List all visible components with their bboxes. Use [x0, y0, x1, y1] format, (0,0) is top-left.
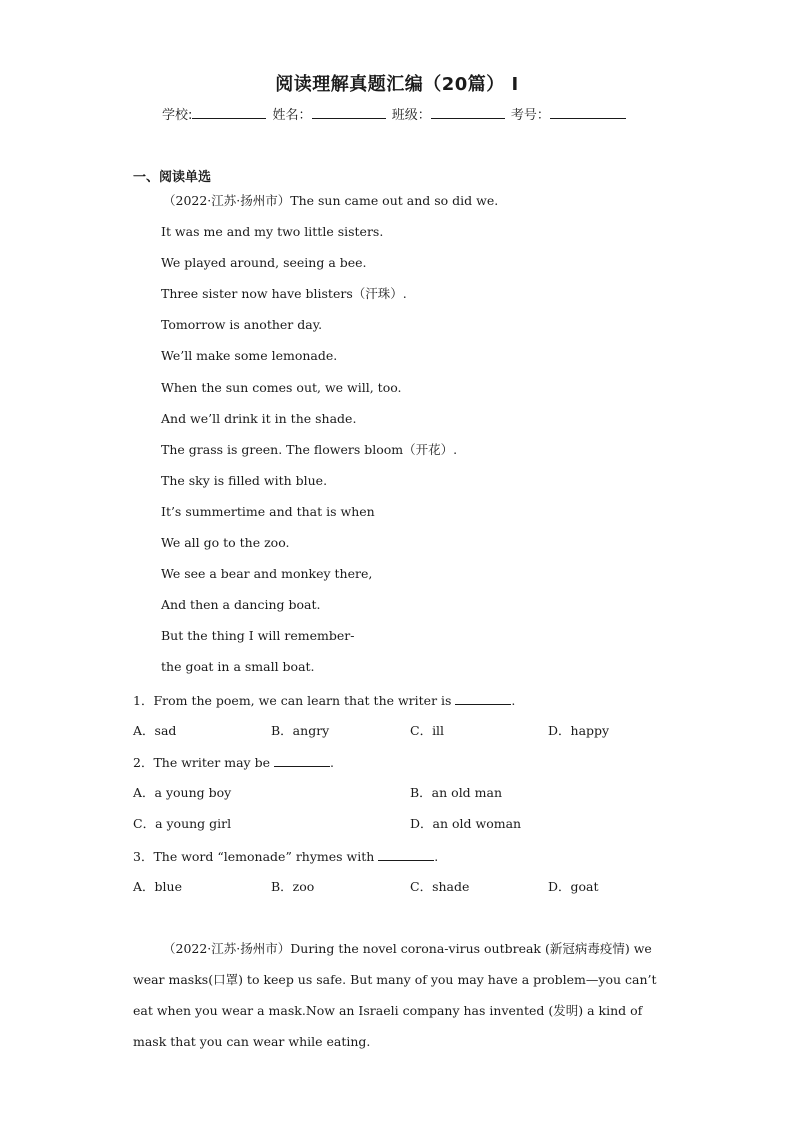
- passage-2-text: （2022·江苏·扬州市）During the novel corona-virus outbreak (新冠病毒疫情) we wear masks(口罩) to keep us safe. But many of you may have a problem—you can’t eat when you wear a mask.Now an Israeli company has invented (发明) a kind of mask that you can wear while eating.: [133, 941, 657, 1049]
- name-label: 姓名：: [272, 108, 312, 123]
- answer-option[interactable]: A．a young boy: [133, 785, 232, 801]
- answer-blank[interactable]: [455, 692, 511, 705]
- poem-line: the goat in a small boat.: [161, 659, 315, 675]
- question-end: .: [511, 693, 516, 708]
- poem-line: We’ll make some lemonade.: [161, 348, 338, 364]
- answer-option[interactable]: A．blue: [133, 878, 182, 894]
- poem-line: When the sun comes out, we will, too.: [161, 379, 402, 395]
- page-title: 阅读理解真题汇编（20篇） I: [275, 74, 519, 95]
- school-blank[interactable]: [192, 106, 266, 119]
- poem-line: The grass is green. The flowers bloom（开花）.: [161, 441, 458, 457]
- answer-blank[interactable]: [274, 754, 330, 767]
- poem-line: And we’ll drink it in the shade.: [161, 410, 357, 426]
- class-blank[interactable]: [431, 106, 505, 119]
- answer-option[interactable]: C．ill: [410, 723, 445, 739]
- passage-source-line: （2022·江苏·扬州市）The sun came out and so did we.: [163, 193, 499, 208]
- section-title: 一、阅读单选: [133, 170, 212, 185]
- poem-line: But the thing I will remember-: [161, 628, 355, 644]
- answer-option[interactable]: A．sad: [133, 723, 177, 739]
- question-text: 1．From the poem, we can learn that the writer is: [133, 693, 456, 708]
- poem-line: We all go to the zoo.: [161, 535, 290, 550]
- poem-line: The sky is filled with blue.: [161, 472, 328, 488]
- answer-option[interactable]: D．happy: [548, 723, 610, 739]
- answer-option[interactable]: B．an old man: [410, 785, 503, 801]
- poem-line: We played around, seeing a bee.: [161, 255, 367, 271]
- school-label: 学校:: [162, 108, 193, 123]
- student-info-line: [162, 104, 628, 123]
- answer-option[interactable]: D．an old woman: [410, 816, 522, 832]
- poem-line: We see a bear and monkey there,: [161, 566, 373, 582]
- name-blank[interactable]: [312, 106, 386, 119]
- question-stem: [133, 848, 438, 865]
- poem-line: It was me and my two little sisters.: [161, 224, 384, 239]
- exam-number-label: 考号：: [510, 108, 550, 123]
- question-stem: [133, 692, 515, 709]
- answer-blank[interactable]: [378, 848, 434, 861]
- question-end: .: [434, 848, 439, 864]
- exam-number-blank[interactable]: [550, 106, 626, 119]
- answer-option[interactable]: B．angry: [271, 723, 330, 739]
- question-text: 2．The writer may be: [133, 755, 274, 771]
- class-label: 班级：: [391, 108, 431, 123]
- answer-option[interactable]: C．shade: [410, 878, 470, 894]
- answer-option[interactable]: D．goat: [548, 878, 599, 894]
- question-stem: [133, 754, 334, 771]
- poem-line: Tomorrow is another day.: [161, 317, 323, 333]
- poem-line: And then a dancing boat.: [161, 597, 321, 613]
- question-text: 3．The word “lemonade” rhymes with: [133, 848, 379, 864]
- question-end: .: [329, 755, 334, 771]
- poem-line: Three sister now have blisters（汗珠）.: [161, 286, 407, 302]
- passage-2-paragraph: [133, 933, 663, 1057]
- answer-option[interactable]: C．a young girl: [133, 816, 232, 832]
- answer-option[interactable]: B．zoo: [271, 878, 315, 894]
- poem-line: It’s summertime and that is when: [161, 503, 375, 519]
